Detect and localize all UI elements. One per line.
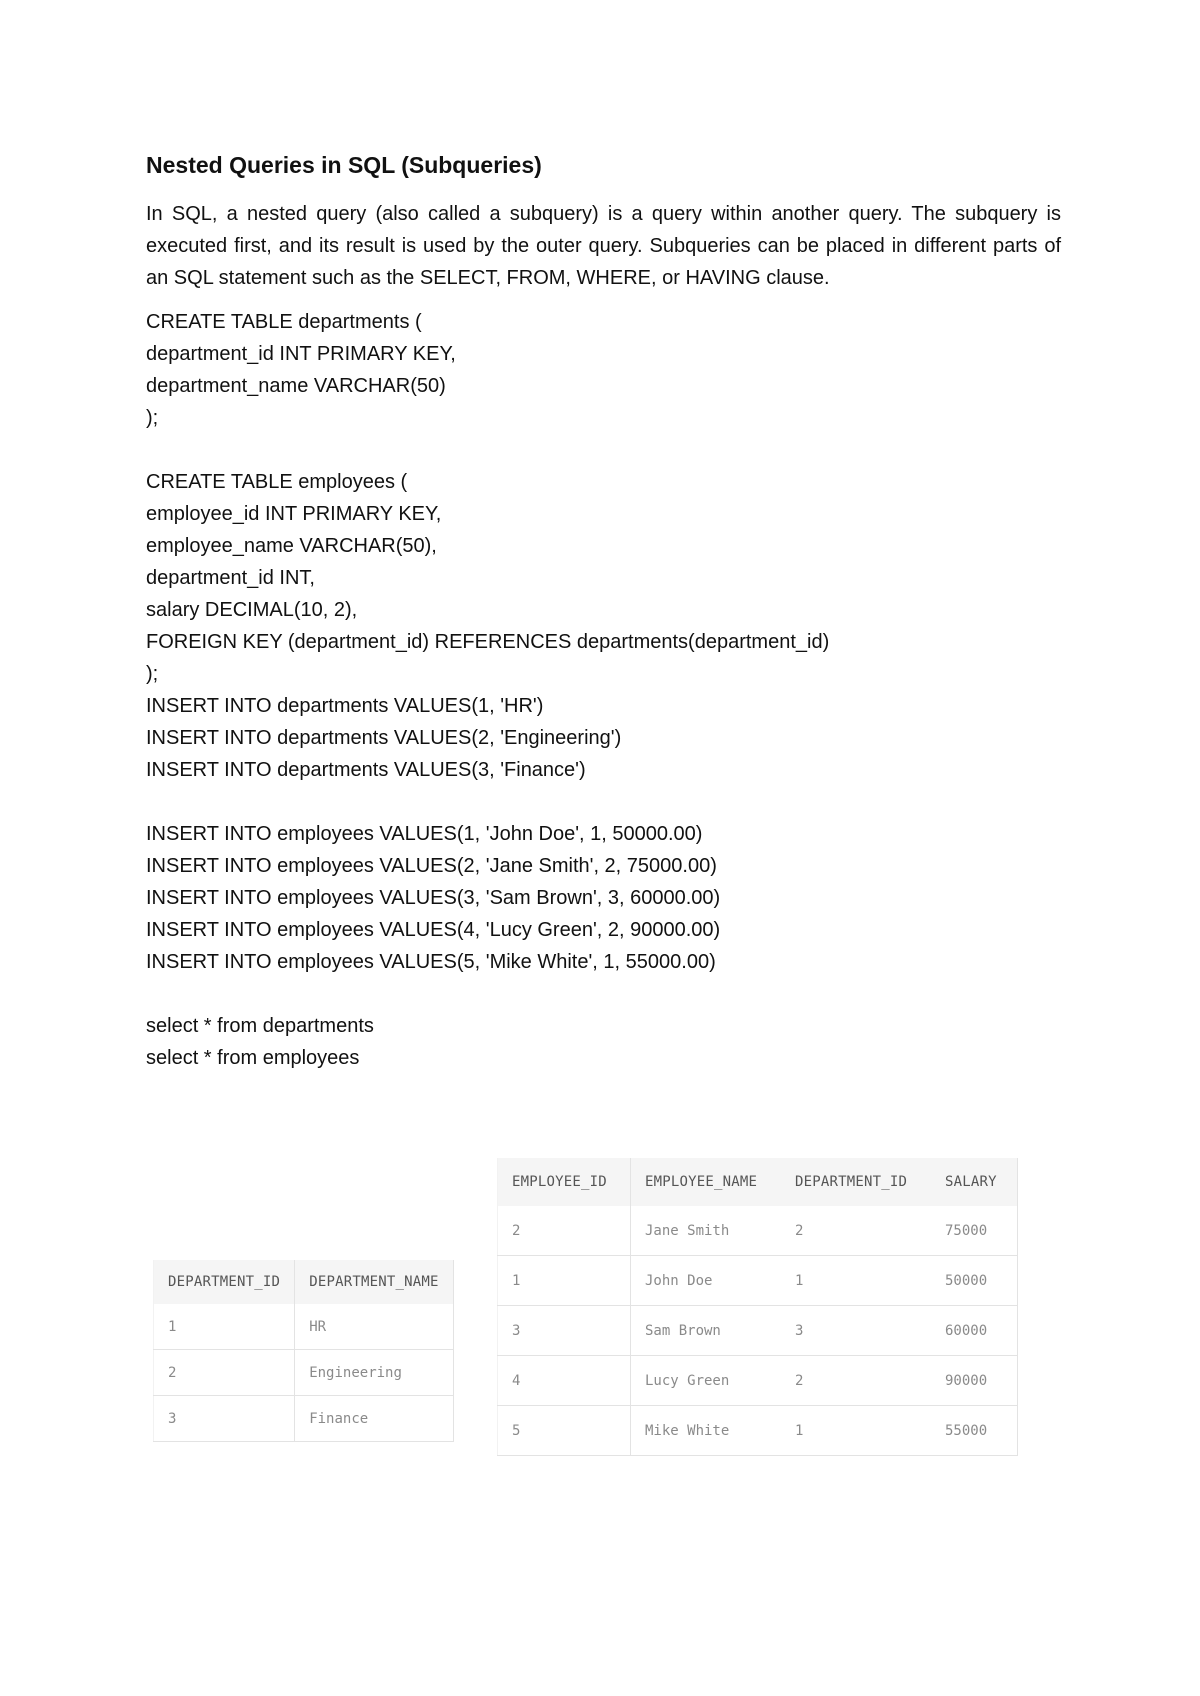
table-cell: 50000 [931,1256,1018,1306]
code-line: salary DECIMAL(10, 2), [146,599,358,621]
table-cell: Jane Smith [645,1222,730,1239]
code-line: INSERT INTO departments VALUES(3, 'Finance') [146,759,586,781]
document-title: Nested Queries in SQL (Subqueries) [146,152,542,178]
code-line: select * from employees [146,1047,360,1069]
table-cell: 5 [498,1406,631,1456]
table-cell: 1 [781,1406,931,1456]
sql-code-block [146,306,1061,1074]
column-header: EMPLOYEE_ID [498,1158,631,1206]
code-line: FOREIGN KEY (department_id) REFERENCES departments(department_id) [146,631,830,653]
table-cell: 60000 [931,1306,1018,1356]
table-row [498,1306,1018,1356]
code-line: department_id INT PRIMARY KEY, [146,343,456,365]
document-page [146,150,1061,1074]
code-line: CREATE TABLE employees ( [146,471,408,493]
code-line: department_id INT, [146,567,315,589]
table-row [498,1406,1018,1456]
column-header: SALARY [931,1158,1018,1206]
code-line [146,786,1061,818]
table-cell: 2 [795,1222,804,1239]
table-cell: John Doe [631,1256,782,1306]
code-line: CREATE TABLE departments ( [146,311,422,333]
code-line: select * from departments [146,1015,374,1037]
intro-paragraph: In SQL, a nested query (also called a subquery) is a query within another query. The subquery is executed first, and its result is used by the outer query. Subqueries can be placed in different parts of an SQL statement such as the SELECT, FROM, WHERE, or HAVING clause. [146,203,1061,289]
code-line: INSERT INTO departments VALUES(1, 'HR') [146,695,544,717]
table-header-row [498,1158,1018,1206]
code-line: department_name VARCHAR(50) [146,375,446,397]
table-cell: 4 [498,1356,631,1406]
table-cell: Sam Brown [631,1306,782,1356]
table-cell: 3 [498,1306,631,1356]
table-cell: 1 [781,1256,931,1306]
table-cell: 2 [498,1206,631,1256]
table-header-row [154,1260,454,1304]
table-cell: 3 [154,1396,295,1442]
table-cell: Lucy Green [631,1356,782,1406]
table-row [154,1350,454,1396]
column-header: DEPARTMENT_NAME [295,1260,453,1304]
table-row [498,1256,1018,1306]
table-cell: 1 [498,1256,631,1306]
code-line: ); [146,407,159,429]
table-cell: 3 [781,1306,931,1356]
code-line: INSERT INTO employees VALUES(2, 'Jane Smith', 2, 75000.00) [146,855,717,877]
table-cell: 55000 [931,1406,1018,1456]
code-line: INSERT INTO employees VALUES(1, 'John Doe', 1, 50000.00) [146,823,703,845]
code-line: employee_name VARCHAR(50), [146,535,437,557]
code-line: INSERT INTO employees VALUES(5, 'Mike White', 1, 55000.00) [146,951,716,973]
employees-result-table [497,1158,1018,1456]
column-header: DEPARTMENT_ID [154,1260,295,1304]
table-row [498,1206,1018,1256]
code-line: INSERT INTO employees VALUES(4, 'Lucy Green', 2, 90000.00) [146,919,721,941]
code-line [146,978,1061,1010]
table-cell: Mike White [631,1406,782,1456]
code-line: ); [146,663,159,685]
table-cell: 2 [781,1356,931,1406]
code-line: INSERT INTO departments VALUES(2, 'Engineering') [146,727,622,749]
table-cell: 2 [154,1350,295,1396]
table-row [154,1396,454,1442]
table-row [154,1304,454,1350]
table-cell: HR [309,1318,327,1335]
table-cell: Finance [295,1396,453,1442]
code-line: INSERT INTO employees VALUES(3, 'Sam Brown', 3, 60000.00) [146,887,721,909]
departments-result-table [153,1260,454,1442]
table-cell: 90000 [931,1356,1018,1406]
table-row [498,1356,1018,1406]
column-header: DEPARTMENT_ID [781,1158,931,1206]
table-cell: 75000 [945,1222,988,1239]
code-line: employee_id INT PRIMARY KEY, [146,503,442,525]
table-cell: 1 [154,1304,295,1350]
code-line [146,434,1061,466]
table-cell: Engineering [295,1350,453,1396]
column-header: EMPLOYEE_NAME [631,1158,782,1206]
